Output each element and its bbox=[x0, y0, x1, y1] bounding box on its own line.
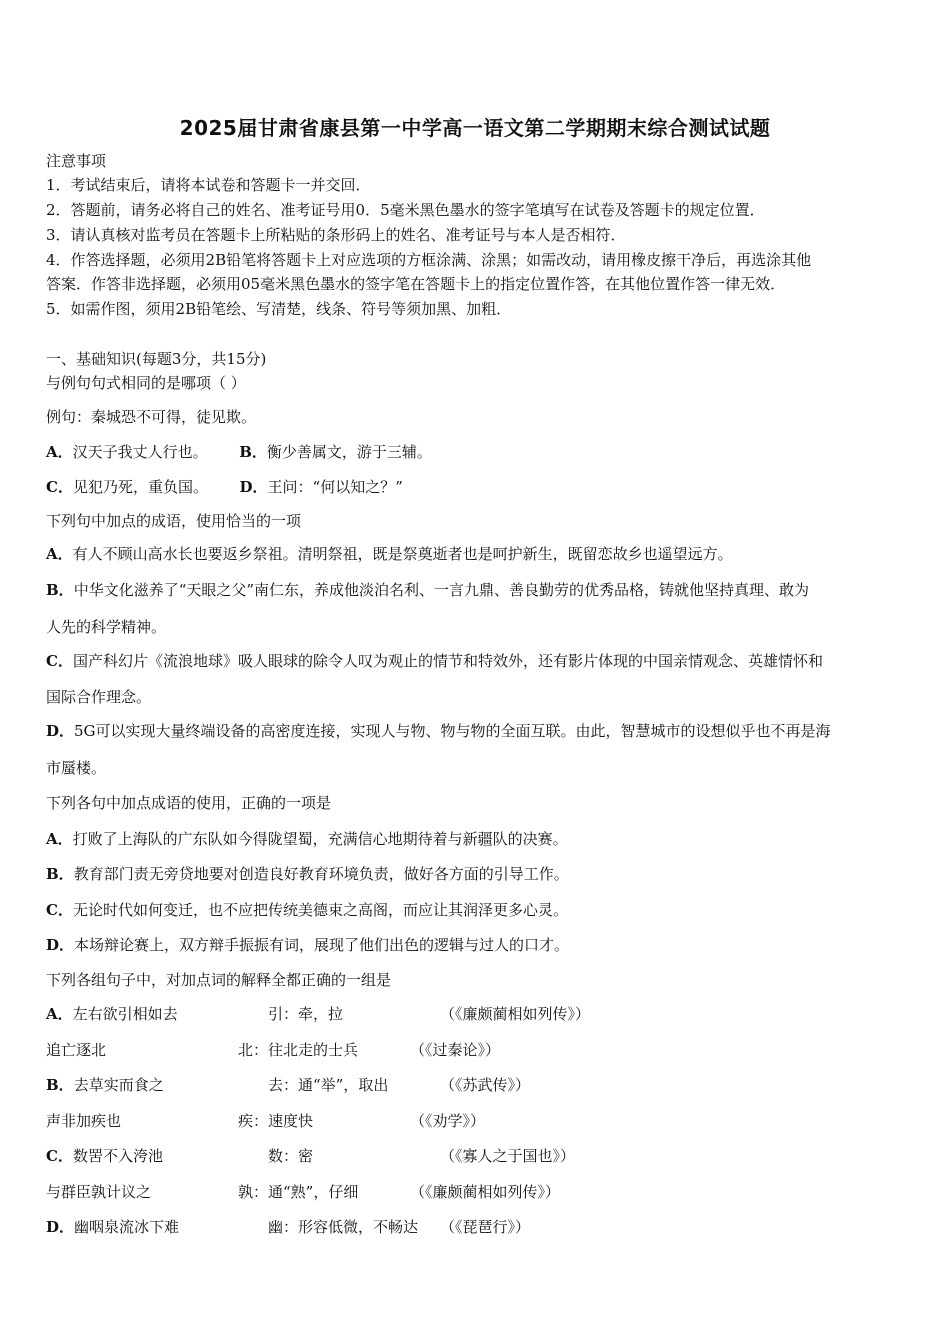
page-title: 2025届甘肃省康县第一中学高一语文第二学期期末综合测试试题 bbox=[179, 116, 771, 140]
q4-a-label: A． bbox=[46, 1005, 73, 1023]
q1-stem: 与例句句式相同的是哪项（ ） bbox=[46, 374, 246, 392]
q3-c-label: C． bbox=[46, 901, 73, 919]
q3-d-label: D． bbox=[46, 936, 75, 954]
notice-item-2: 2．答题前，请务必将自己的姓名、准考证号用0．5毫米黑色墨水的签字笔填写在试卷及答题卡的规定位置． bbox=[46, 201, 765, 219]
notice-item-1: 1．考试结束后，请将本试卷和答题卡一并交回． bbox=[46, 176, 371, 194]
q2-b-label: B． bbox=[46, 581, 74, 599]
q4-d-sentence-text: 幽咽泉流冰下难 bbox=[74, 1218, 180, 1236]
q1-d-text: 王问：“何以知之？” bbox=[267, 478, 403, 496]
q2-option-d-cont: 市蜃楼。 bbox=[46, 759, 107, 777]
q2-d-text: 5G可以实现大量终端设备的高密度连接，实现人与物、物与物的全面互联。由此，智慧城市的设想似乎也不再是海 bbox=[74, 722, 831, 740]
q4-row-d-source: （《琵琶行》） bbox=[440, 1218, 531, 1236]
q4-row-a2-gloss: 北：往北走的士兵 bbox=[238, 1041, 359, 1059]
q3-option-d bbox=[46, 935, 569, 955]
notice-item-4: 4．作答选择题，必须用2B铅笔将答题卡上对应选项的方框涂满、涂黑；如需改动，请用橡皮擦干净后，再选涂其他 bbox=[46, 251, 812, 269]
q4-row-c2-sentence: 与群臣孰计议之 bbox=[46, 1183, 152, 1201]
q4-row-d-sentence bbox=[46, 1217, 179, 1237]
q4-row-b-source: （《苏武传》） bbox=[440, 1076, 531, 1094]
q4-b-sentence-text: 去草实而食之 bbox=[73, 1076, 164, 1094]
q4-row-a2-source: （《过秦论》） bbox=[410, 1041, 501, 1059]
q4-row-a-gloss: 引：牵，拉 bbox=[268, 1005, 344, 1023]
q1-a-label: A． bbox=[46, 443, 73, 461]
q3-b-text: 教育部门责无旁贷地要对创造良好教育环境负责，做好各方面的引导工作。 bbox=[73, 865, 569, 883]
q4-row-c2-gloss: 孰：通“熟”，仔细 bbox=[238, 1183, 359, 1201]
q4-row-b2-gloss: 疾：速度快 bbox=[238, 1112, 314, 1130]
notice-item-4-cont: 答案．作答非选择题，必须用05毫米黑色墨水的签字笔在答题卡上的指定位置作答，在其他位置作答一律无效． bbox=[46, 275, 786, 293]
q4-c-sentence-text: 数罟不入洿池 bbox=[72, 1147, 163, 1165]
q4-row-a-sentence bbox=[46, 1004, 178, 1024]
q2-c-text: 国产科幻片《流浪地球》吸人眼球的除令人叹为观止的情节和特效外，还有影片体现的中国亲情观念、英雄情怀和 bbox=[72, 652, 823, 670]
notice-item-3: 3．请认真核对监考员在答题卡上所粘贴的条形码上的姓名、准考证号与本人是否相符． bbox=[46, 226, 626, 244]
q3-d-text: 本场辩论赛上，双方辩手振振有词，展现了他们出色的逻辑与过人的口才。 bbox=[74, 936, 570, 954]
q2-option-a bbox=[46, 544, 733, 564]
q4-row-b2-sentence: 声非加疾也 bbox=[46, 1112, 122, 1130]
q2-a-text: 有人不顾山高水长也要返乡祭祖。清明祭祖，既是祭奠逝者也是呵护新生，既留恋故乡也遥望远方。 bbox=[72, 545, 733, 563]
q3-b-label: B． bbox=[46, 865, 74, 883]
q4-row-c-source: （《寡人之于国也》） bbox=[440, 1147, 576, 1165]
section-heading: 一、基础知识(每题3分，共15分) bbox=[46, 350, 267, 368]
q2-option-b-cont: 人先的科学精神。 bbox=[46, 618, 167, 636]
q4-row-c-gloss: 数：密 bbox=[268, 1147, 314, 1165]
q4-c-label: C． bbox=[46, 1147, 73, 1165]
q1-options-ab bbox=[46, 442, 432, 462]
q3-a-label: A． bbox=[46, 830, 73, 848]
q1-d-label: D． bbox=[239, 478, 268, 496]
q2-option-c bbox=[46, 651, 823, 671]
q4-stem: 下列各组句子中，对加点词的解释全都正确的一组是 bbox=[46, 971, 392, 989]
q4-d-label: D． bbox=[46, 1218, 75, 1236]
q1-b-label: B． bbox=[239, 443, 267, 461]
q1-example: 例句：秦城恐不可得，徒见欺。 bbox=[46, 408, 257, 426]
q2-c-label: C． bbox=[46, 652, 73, 670]
q4-row-d-gloss: 幽：形容低微，不畅达 bbox=[268, 1218, 419, 1236]
q2-a-label: A． bbox=[46, 545, 73, 563]
q3-option-a bbox=[46, 829, 568, 849]
q2-option-c-cont: 国际合作理念。 bbox=[46, 688, 152, 706]
q3-option-b bbox=[46, 864, 569, 884]
q1-c-text: 见犯乃死，重负国。 bbox=[72, 478, 208, 496]
q1-options-cd bbox=[46, 477, 403, 497]
q1-a-text: 汉天子我丈人行也。 bbox=[72, 443, 208, 461]
notice-item-5: 5．如需作图，须用2B铅笔绘、写清楚，线条、符号等须加黑、加粗． bbox=[46, 300, 512, 318]
q4-b-label: B． bbox=[46, 1076, 74, 1094]
q4-row-b2-source: （《劝学》） bbox=[410, 1112, 486, 1130]
notice-heading: 注意事项 bbox=[46, 152, 107, 170]
q4-a-sentence-text: 左右欲引相如去 bbox=[72, 1005, 178, 1023]
q2-d-label: D． bbox=[46, 722, 75, 740]
q3-option-c bbox=[46, 900, 568, 920]
q4-row-b-sentence bbox=[46, 1075, 164, 1095]
q3-stem: 下列各句中加点成语的使用，正确的一项是 bbox=[46, 794, 332, 812]
q3-a-text: 打败了上海队的广东队如今得陇望蜀，充满信心地期待着与新疆队的决赛。 bbox=[72, 830, 568, 848]
q2-stem: 下列句中加点的成语，使用恰当的一项 bbox=[46, 512, 302, 530]
q4-row-a2-sentence: 追亡逐北 bbox=[46, 1041, 107, 1059]
q4-row-c-sentence bbox=[46, 1146, 163, 1166]
q4-row-c2-source: （《廉颇蔺相如列传》） bbox=[410, 1183, 561, 1201]
q2-option-b bbox=[46, 580, 809, 600]
q4-row-b-gloss: 去：通“举”，取出 bbox=[268, 1076, 389, 1094]
q1-c-label: C． bbox=[46, 478, 73, 496]
q4-row-a-source: （《廉颇蔺相如列传》） bbox=[440, 1005, 591, 1023]
q2-option-d bbox=[46, 721, 831, 741]
q3-c-text: 无论时代如何变迁，也不应把传统美德束之高阁，而应让其润泽更多心灵。 bbox=[72, 901, 568, 919]
q1-b-text: 衡少善属文，游于三辅。 bbox=[266, 443, 432, 461]
q2-b-text: 中华文化滋养了“天眼之父”南仁东，养成他淡泊名利、一言九鼎、善良勤劳的优秀品格，铸就他坚持真理、敢为 bbox=[73, 581, 810, 599]
